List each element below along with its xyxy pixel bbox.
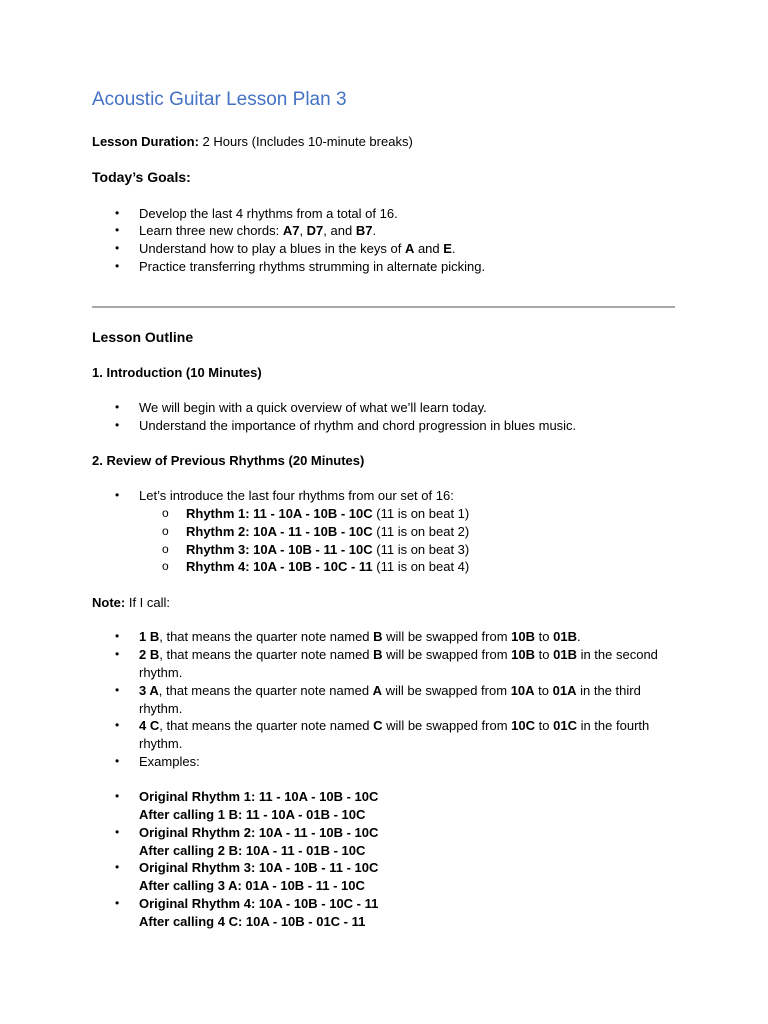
- text-run: Practice transferring rhythms strumming in alternate picking.: [139, 259, 486, 274]
- bold-text: 01B: [553, 647, 577, 662]
- example-item: [139, 824, 679, 860]
- example-item: [139, 895, 679, 931]
- bold-text: 10A: [510, 683, 535, 698]
- text-run: in the second rhythm.: [139, 647, 658, 680]
- text-run: .: [451, 241, 456, 256]
- text-run: , that means the quarter note named: [159, 647, 374, 662]
- text-run: , and: [323, 223, 356, 238]
- bullet: •: [115, 825, 120, 839]
- text-run: We will begin with a quick overview of what we’ll learn today.: [139, 400, 487, 415]
- bold-text: B: [373, 647, 383, 662]
- goal-item: [139, 222, 679, 240]
- text-run: .: [576, 629, 581, 644]
- lesson-duration: [92, 133, 413, 150]
- text-run: ,: [299, 223, 307, 238]
- goals-heading: Today’s Goals:: [92, 169, 191, 185]
- bullet: •: [115, 206, 120, 220]
- example-original: Original Rhythm 2: 10A - 11 - 10B - 10C: [139, 825, 379, 840]
- text-run: will be swapped from: [382, 629, 512, 644]
- goal-item: [139, 205, 679, 223]
- text-run: to: [535, 647, 554, 662]
- text-run: will be swapped from: [382, 683, 511, 698]
- goal-item: [139, 240, 679, 258]
- horizontal-divider: [92, 306, 675, 308]
- bold-text: 10B: [511, 647, 536, 662]
- text-run: (11 is on beat 2): [372, 524, 470, 539]
- intro-item: [139, 417, 679, 435]
- text-run: (11 is on beat 1): [372, 506, 470, 521]
- bullet: •: [115, 718, 120, 732]
- bold-text: Rhythm 3: 10A - 10B - 11 - 10C: [186, 542, 373, 557]
- note-line: [92, 594, 170, 611]
- circle-bullet: o: [162, 542, 169, 556]
- text-run: Develop the last 4 rhythms from a total of 16.: [139, 206, 398, 221]
- text-run: to: [535, 629, 554, 644]
- text-run: to: [535, 718, 554, 733]
- bold-text: D7: [306, 223, 324, 238]
- bold-text: 10B: [511, 629, 536, 644]
- example-after: After calling 4 C: 10A - 10B - 01C - 11: [139, 914, 366, 929]
- example-item: [139, 788, 679, 824]
- text-run: (11 is on beat 3): [372, 542, 470, 557]
- bold-text: Rhythm 2: 10A - 11 - 10B - 10C: [186, 524, 373, 539]
- bullet: •: [115, 418, 120, 432]
- text-run: Examples:: [139, 754, 200, 769]
- text-run: Understand how to play a blues in the keys of: [139, 241, 405, 256]
- duration-label: Lesson Duration:: [92, 134, 199, 149]
- bullet: •: [115, 789, 120, 803]
- bold-text: Rhythm 4: 10A - 10B - 10C - 11: [186, 559, 373, 574]
- bold-text: 01B: [553, 629, 577, 644]
- goal-item: [139, 258, 679, 276]
- bold-text: A7: [282, 223, 300, 238]
- rhythm-item: [186, 505, 666, 523]
- bold-text: B7: [355, 223, 373, 238]
- bold-text: 4 C: [139, 718, 160, 733]
- bullet: •: [115, 259, 120, 273]
- note-text: If I call:: [125, 595, 171, 610]
- circle-bullet: o: [162, 524, 169, 538]
- bullet: •: [115, 754, 120, 768]
- bullet: •: [115, 488, 120, 502]
- bullet: •: [115, 400, 120, 414]
- duration-value: 2 Hours (Includes 10-minute breaks): [198, 134, 413, 149]
- example-item: [139, 859, 679, 895]
- text-run: , that means the quarter note named: [158, 683, 373, 698]
- note-item: [139, 682, 679, 718]
- note-item: [139, 753, 679, 771]
- bullet: •: [115, 629, 120, 643]
- example-after: After calling 3 A: 01A - 10B - 11 - 10C: [139, 878, 365, 893]
- text-run: Learn three new chords:: [139, 223, 283, 238]
- bullet: •: [115, 860, 120, 874]
- bold-text: 01A: [552, 683, 577, 698]
- example-after: After calling 1 B: 11 - 10A - 01B - 10C: [139, 807, 366, 822]
- bullet: •: [115, 683, 120, 697]
- bold-text: 1 B: [139, 629, 160, 644]
- text-run: in the third rhythm.: [139, 683, 641, 716]
- text-run: will be swapped from: [382, 647, 512, 662]
- example-original: Original Rhythm 1: 11 - 10A - 10B - 10C: [139, 789, 379, 804]
- circle-bullet: o: [162, 559, 169, 573]
- text-run: to: [534, 683, 553, 698]
- review-item: [139, 487, 679, 505]
- bold-text: Rhythm 1: 11 - 10A - 10B - 10C: [186, 506, 373, 521]
- note-label: Note:: [92, 595, 126, 610]
- text-run: , that means the quarter note named: [159, 629, 374, 644]
- text-run: and: [414, 241, 444, 256]
- rhythm-item: [186, 558, 666, 576]
- circle-bullet: o: [162, 506, 169, 520]
- bold-text: A: [404, 241, 415, 256]
- bold-text: 01C: [553, 718, 577, 733]
- note-item: [139, 628, 679, 646]
- bullet: •: [115, 241, 120, 255]
- rhythm-item: [186, 523, 666, 541]
- text-run: (11 is on beat 4): [372, 559, 470, 574]
- bold-text: B: [373, 629, 383, 644]
- text-run: .: [372, 223, 377, 238]
- note-item: [139, 717, 679, 753]
- example-original: Original Rhythm 3: 10A - 10B - 11 - 10C: [139, 860, 379, 875]
- intro-item: [139, 399, 679, 417]
- example-after: After calling 2 B: 10A - 11 - 01B - 10C: [139, 843, 366, 858]
- bullet: •: [115, 896, 120, 910]
- text-run: Let’s introduce the last four rhythms from our set of 16:: [139, 488, 454, 503]
- bold-text: E: [443, 241, 452, 256]
- bullet: •: [115, 647, 120, 661]
- bold-text: C: [373, 718, 383, 733]
- bullet: •: [115, 223, 120, 237]
- bold-text: 3 A: [139, 683, 159, 698]
- intro-heading: 1. Introduction (10 Minutes): [92, 365, 262, 380]
- note-item: [139, 646, 679, 682]
- page-title: Acoustic Guitar Lesson Plan 3: [92, 89, 347, 110]
- text-run: in the fourth rhythm.: [139, 718, 650, 751]
- review-heading: 2. Review of Previous Rhythms (20 Minutes): [92, 453, 365, 468]
- text-run: , that means the quarter note named: [159, 718, 374, 733]
- outline-heading: Lesson Outline: [92, 329, 194, 345]
- text-run: will be swapped from: [382, 718, 512, 733]
- example-original: Original Rhythm 4: 10A - 10B - 10C - 11: [139, 896, 379, 911]
- text-run: Understand the importance of rhythm and chord progression in blues music.: [139, 418, 577, 433]
- bold-text: 2 B: [139, 647, 160, 662]
- bold-text: 10C: [511, 718, 536, 733]
- bold-text: A: [372, 683, 383, 698]
- rhythm-item: [186, 541, 666, 559]
